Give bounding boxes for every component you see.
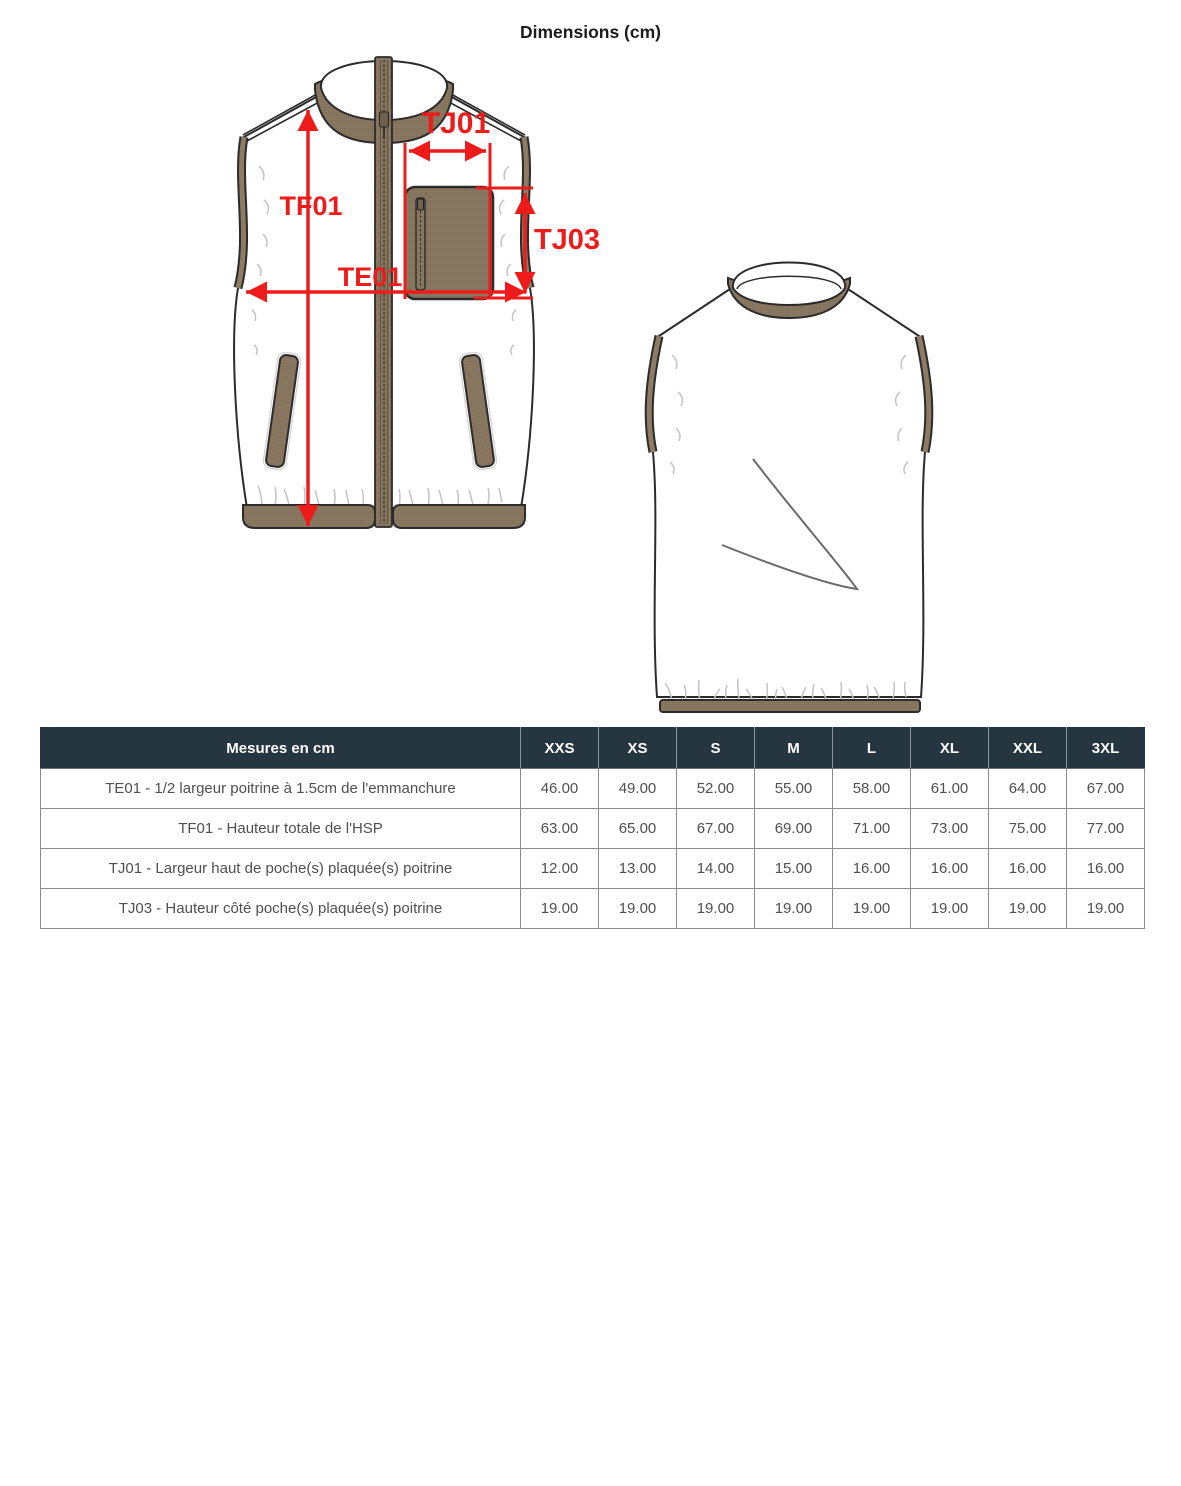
table-row-tf01 — [41, 809, 1145, 849]
size-table — [40, 727, 1145, 929]
size-column-header-xxs: XXS — [521, 728, 599, 769]
measure-cell: 61.00 — [911, 769, 989, 809]
measure-cell: 55.00 — [755, 769, 833, 809]
measure-cell: 16.00 — [833, 849, 911, 889]
chest-pocket — [405, 187, 493, 299]
measure-cell: 12.00 — [521, 849, 599, 889]
table-header-row — [41, 728, 1145, 769]
measure-cell: 67.00 — [1067, 769, 1145, 809]
front-vest-drawing — [234, 57, 600, 528]
measure-cell: 14.00 — [677, 849, 755, 889]
measure-cell: 19.00 — [599, 889, 677, 929]
measure-cell: 19.00 — [989, 889, 1067, 929]
size-column-header-3xl: 3XL — [1067, 728, 1145, 769]
page-title: Dimensions (cm) — [520, 22, 661, 42]
measure-cell: 77.00 — [1067, 809, 1145, 849]
measure-cell: 67.00 — [677, 809, 755, 849]
measure-cell: 16.00 — [989, 849, 1067, 889]
measure-cell: 46.00 — [521, 769, 599, 809]
measure-cell: 19.00 — [755, 889, 833, 929]
measure-cell: 63.00 — [521, 809, 599, 849]
row-label: TE01 - 1/2 largeur poitrine à 1.5cm de l'emmanchure — [41, 769, 521, 809]
measure-cell: 19.00 — [911, 889, 989, 929]
row-label: TJ01 - Largeur haut de poche(s) plaquée(s) poitrine — [41, 849, 521, 889]
measure-cell: 15.00 — [755, 849, 833, 889]
measure-cell: 19.00 — [521, 889, 599, 929]
back-hem-band — [660, 700, 920, 712]
size-column-header-xs: XS — [599, 728, 677, 769]
measure-cell: 13.00 — [599, 849, 677, 889]
table-row-tj03 — [41, 889, 1145, 929]
size-column-header-xl: XL — [911, 728, 989, 769]
back-vest-drawing — [649, 263, 929, 713]
measure-cell: 69.00 — [755, 809, 833, 849]
te01-label: TE01 — [337, 262, 403, 292]
measure-cell: 52.00 — [677, 769, 755, 809]
measure-cell: 19.00 — [677, 889, 755, 929]
measures-column-header: Mesures en cm — [41, 728, 521, 769]
measure-cell: 65.00 — [599, 809, 677, 849]
size-column-header-l: L — [833, 728, 911, 769]
back-body — [649, 289, 929, 697]
size-column-header-s: S — [677, 728, 755, 769]
tj03-label: TJ03 — [533, 224, 601, 256]
measure-cell: 75.00 — [989, 809, 1067, 849]
table-row-tj01 — [41, 849, 1145, 889]
measure-cell: 19.00 — [833, 889, 911, 929]
row-label: TF01 - Hauteur totale de l'HSP — [41, 809, 521, 849]
measure-cell: 16.00 — [911, 849, 989, 889]
measure-cell: 73.00 — [911, 809, 989, 849]
tj01-label: TJ01 — [421, 107, 491, 140]
measure-cell: 16.00 — [1067, 849, 1145, 889]
measure-cell: 19.00 — [1067, 889, 1145, 929]
tf01-label: TF01 — [279, 191, 343, 221]
garment-diagram — [0, 0, 1181, 740]
measure-cell: 49.00 — [599, 769, 677, 809]
measure-cell: 64.00 — [989, 769, 1067, 809]
size-column-header-m: M — [755, 728, 833, 769]
table-row-te01 — [41, 769, 1145, 809]
measure-cell: 71.00 — [833, 809, 911, 849]
measure-cell: 58.00 — [833, 769, 911, 809]
size-column-header-xxl: XXL — [989, 728, 1067, 769]
row-label: TJ03 - Hauteur côté poche(s) plaquée(s) poitrine — [41, 889, 521, 929]
